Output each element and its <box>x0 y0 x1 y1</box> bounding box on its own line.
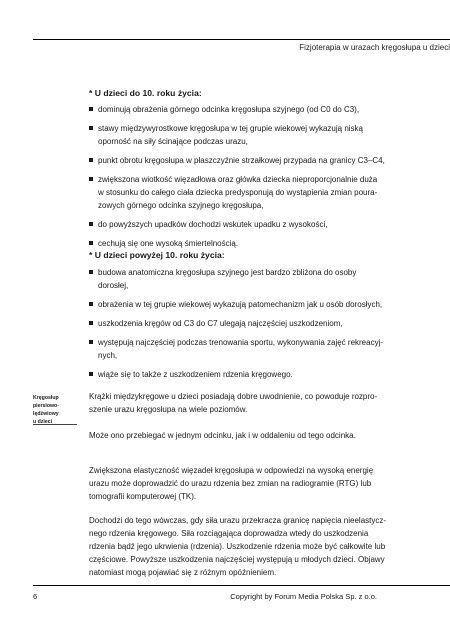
margin-note-line: u dzieci <box>33 419 53 425</box>
bullet-list-over-10 <box>89 266 450 387</box>
paragraph-line: szenie urazu kręgosłupa na wiele poziomów. <box>89 405 248 414</box>
bullet-text-line: punkt obrotu kręgosłupa w płaszczyźnie strzałkowej przypada na granicy C3–C4, <box>98 156 385 165</box>
bullet-text-line: cechują się one wysoką śmiertelnością. <box>98 239 239 248</box>
bullet-square-icon <box>89 340 93 344</box>
paragraph-line: Zwiększona elastyczność więzadeł kręgosłupa w odpowiedzi na wysoką energię <box>89 466 374 475</box>
running-header-title: Fizjoterapia w urazach kręgosłupa u dzieci <box>299 43 450 52</box>
margin-note-rule <box>33 424 77 425</box>
bullet-item <box>89 122 450 148</box>
bullet-item <box>89 266 450 292</box>
margin-note <box>33 394 77 426</box>
bullet-item <box>89 218 450 231</box>
bullet-item <box>89 317 450 330</box>
bullet-text-line: stawy międzywyrostkowe kręgosłupa w tej grupie wiekowej wykazują niską <box>98 124 363 133</box>
bullet-text-line: dorosłej, <box>98 281 129 290</box>
paragraph-line: Może ono przebiegać w jednym odcinku, jak i w oddaleniu od tego odcinka. <box>89 431 356 440</box>
paragraph-2 <box>89 429 450 442</box>
paragraph-line: Krążki międzykręgowe u dzieci posiadają dobre uwodnienie, co powoduje rozpro- <box>89 392 378 401</box>
bullet-item <box>89 103 450 116</box>
bullet-item <box>89 368 450 381</box>
paragraph-line: częściowe. Powyższe uszkodzenia najczęściej występują u młodych dzieci. Objawy <box>89 555 385 564</box>
bullet-text-line: występują najczęściej podczas trenowania sportu, wykonywania zajęć rekreacyj- <box>98 338 384 347</box>
paragraph-line: rdzenia bądź jego ukrwienia (rdzenia). Uszkodzenie rdzenia może być całkowite lub <box>89 542 386 551</box>
section-title-over-10: * U dzieci powyżej 10. roku życia: <box>89 250 225 260</box>
paragraph-line: nego rdzenia kręgowego. Siła rozciągająca doprowadza wtedy do uszkodzenia <box>89 529 369 538</box>
bullet-square-icon <box>89 158 93 162</box>
footer-rule <box>33 585 450 586</box>
paragraph-line: Dochodzi do tego wówczas, gdy siła urazu przekracza granicę napięcia nieelastycz- <box>89 516 387 525</box>
paragraph-line: tomografii komputerowej (TK). <box>89 492 197 501</box>
bullet-item <box>89 237 450 250</box>
bullet-square-icon <box>89 241 93 245</box>
bullet-item <box>89 298 450 311</box>
bullet-text-line: zowych górnego odcinka szyjnego kręgosłupa, <box>98 201 264 210</box>
margin-note-line: Kręgosłup <box>33 395 59 401</box>
bullet-text-line: dominują obrażenia górnego odcinka kręgosłupa szyjnego (od C0 do C3), <box>98 105 360 114</box>
bullet-square-icon <box>89 107 93 111</box>
bullet-text-line: nych, <box>98 351 118 360</box>
copyright-notice: Copyright by Forum Media Polska Sp. z o.o. <box>230 592 377 601</box>
bullet-list-under-10 <box>89 103 450 256</box>
bullet-text-line: do powyższych upadków dochodzi wskutek upadku z wysokości, <box>98 220 328 229</box>
bullet-text-line: obrażenia w tej grupie wiekowej wykazują patomechanizm jak u osób dorosłych, <box>98 300 383 309</box>
margin-note-line: piersiowo-lędźwiowy <box>33 403 59 417</box>
bullet-item <box>89 336 450 362</box>
bullet-text-line: w stosunku do całego ciała dziecka predysponują do wystąpienia zmian poura- <box>98 188 378 197</box>
paragraph-3 <box>89 464 450 503</box>
bullet-square-icon <box>89 321 93 325</box>
bullet-square-icon <box>89 126 93 130</box>
header-rule <box>33 39 450 40</box>
paragraph-line: urazu może doprowadzić do urazu rdzenia bez zmian na radiogramie (RTG) lub <box>89 479 372 488</box>
bullet-text-line: wiąże się to także z uszkodzeniem rdzenia kręgowego. <box>98 370 293 379</box>
bullet-square-icon <box>89 302 93 306</box>
paragraph-4 <box>89 514 450 579</box>
bullet-item <box>89 154 450 167</box>
bullet-square-icon <box>89 270 93 274</box>
bullet-text-line: oporność na siły ścinające podczas urazu, <box>98 137 248 146</box>
bullet-square-icon <box>89 372 93 376</box>
bullet-square-icon <box>89 177 93 181</box>
section-title-under-10: * U dzieci do 10. roku życia: <box>89 88 202 98</box>
bullet-text-line: budowa anatomiczna kręgosłupa szyjnego jest bardzo zbliżona do osoby <box>98 268 357 277</box>
paragraph-line: natomiast mogą pojawiać się z różnym opóźnieniem. <box>89 568 277 577</box>
bullet-square-icon <box>89 222 93 226</box>
page-number: 6 <box>33 592 38 601</box>
bullet-text-line: zwiększona wiotkość więzadłowa oraz główka dziecka nieproporcjonalnie duża <box>98 175 378 184</box>
bullet-item <box>89 173 450 212</box>
bullet-text-line: uszkodzenia kręgów od C3 do C7 ulegają najczęściej uszkodzeniom, <box>98 319 343 328</box>
paragraph-1 <box>89 390 450 416</box>
